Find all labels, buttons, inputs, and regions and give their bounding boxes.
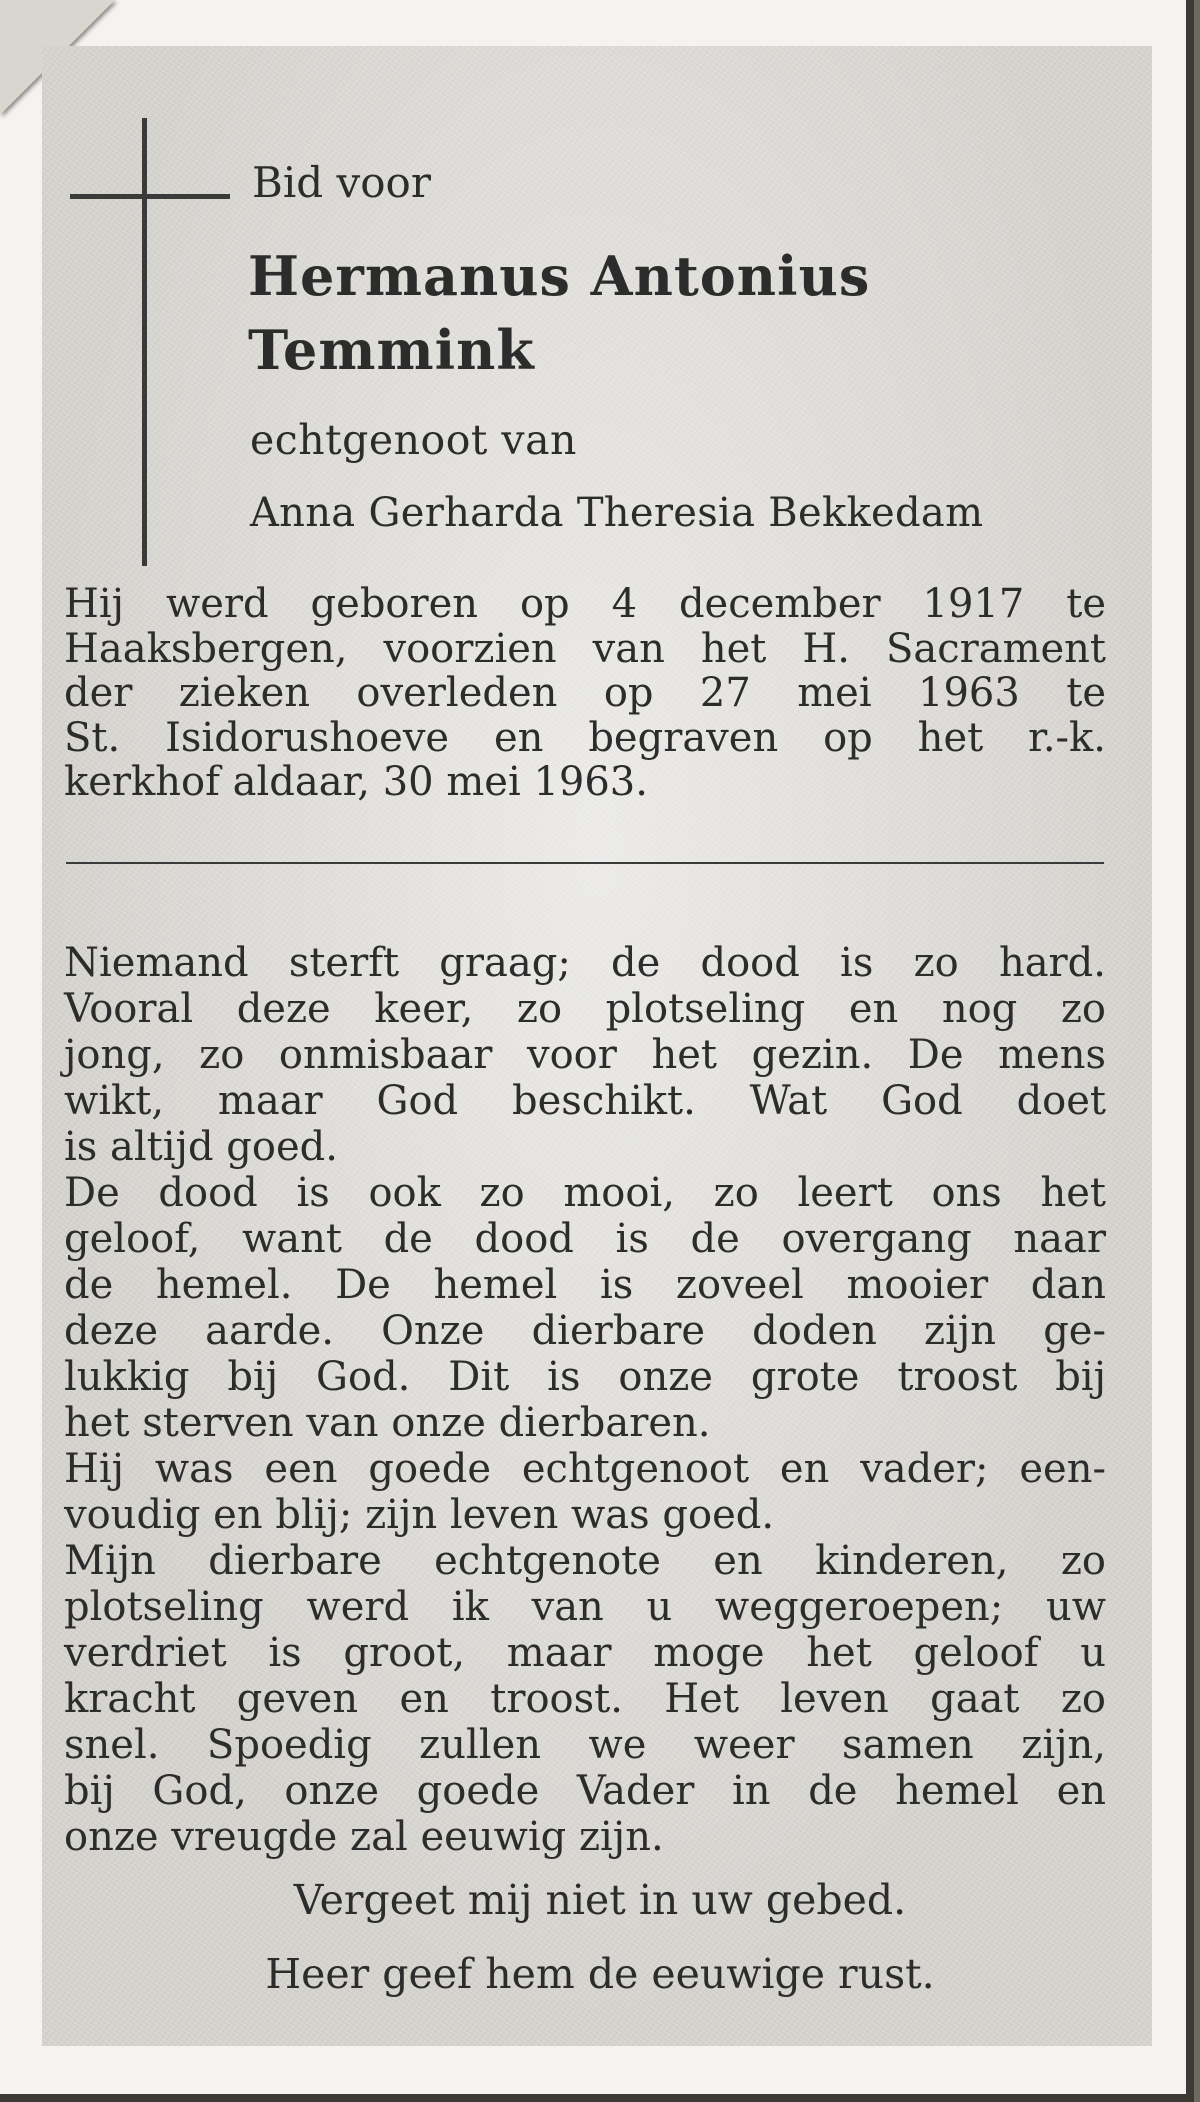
relation-text: echtgenoot van <box>250 416 577 464</box>
bio-line: Haaksbergen, voorzien van het H. Sacrament <box>64 625 1106 672</box>
body-line: Mijn dierbare echtgenote en kinderen, zo <box>64 1538 1106 1584</box>
bio-line: der zieken overleden op 27 mei 1963 te <box>64 670 1106 716</box>
body-line: is altijd goed. <box>64 1124 338 1170</box>
divider <box>66 862 1104 864</box>
body-line: wikt, maar God beschikt. Wat God doet <box>64 1078 1106 1124</box>
bio-line: Hij werd geboren op 4 december 1917 te <box>64 581 1106 627</box>
deceased-name-line2: Temmink <box>248 318 535 382</box>
intro-text: Bid voor <box>252 158 431 207</box>
spouse-name: Anna Gerharda Theresia Bekkedam <box>250 490 984 536</box>
closing-prayer-request: Vergeet mij niet in uw gebed. <box>293 1876 907 1924</box>
closing-blessing: Heer geef hem de eeuwige rust. <box>265 1950 935 1998</box>
biography <box>64 582 1106 805</box>
body-line: het sterven van onze dierbaren. <box>64 1400 711 1446</box>
cross-icon-vertical <box>142 118 147 566</box>
body-line: de hemel. De hemel is zoveel mooier dan <box>64 1262 1106 1308</box>
bio-line: St. Isidorushoeve en begraven op het r.-k. <box>64 714 1106 761</box>
meditation-text <box>64 940 1106 1860</box>
body-line: deze aarde. Onze dierbare doden zijn ge- <box>64 1308 1106 1354</box>
body-line: Hij was een goede echtgenoot en vader; een- <box>64 1446 1106 1492</box>
body-line: jong, zo onmisbaar voor het gezin. De mens <box>64 1032 1106 1078</box>
body-line: voudig en blij; zijn leven was goed. <box>64 1492 775 1538</box>
body-line: onze vreugde zal eeuwig zijn. <box>64 1814 664 1860</box>
body-line: Vooral deze keer, zo plotseling en nog zo <box>64 986 1106 1032</box>
cross-icon-horizontal <box>70 194 230 199</box>
deceased-name-line1: Hermanus Antonius <box>248 244 871 308</box>
body-line: plotseling werd ik van u weggeroepen; uw <box>64 1584 1106 1630</box>
bio-line: kerkhof aldaar, 30 mei 1963. <box>64 759 648 805</box>
body-line: snel. Spoedig zullen we weer samen zijn, <box>64 1722 1106 1768</box>
body-line: bij God, onze goede Vader in de hemel en <box>64 1768 1106 1814</box>
body-line: geloof, want de dood is de overgang naar <box>64 1216 1106 1262</box>
body-line: verdriet is groot, maar moge het geloof u <box>64 1630 1106 1676</box>
body-line: lukkig bij God. Dit is onze grote troost bij <box>64 1354 1106 1400</box>
body-line: kracht geven en troost. Het leven gaat zo <box>64 1676 1106 1722</box>
body-line: De dood is ook zo mooi, zo leert ons het <box>64 1170 1106 1216</box>
body-line: Niemand sterft graag; de dood is zo hard. <box>64 940 1106 986</box>
